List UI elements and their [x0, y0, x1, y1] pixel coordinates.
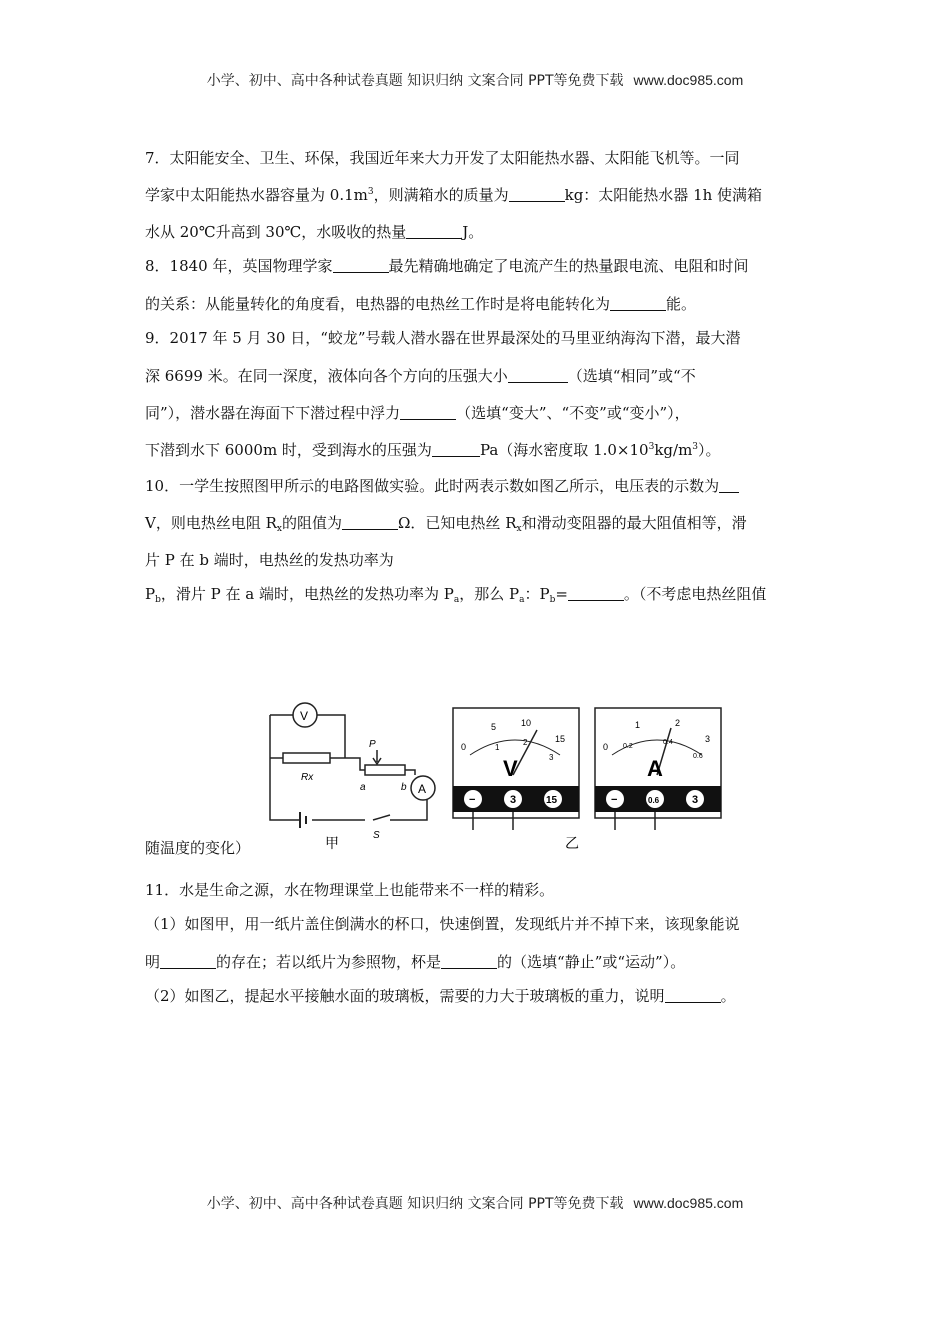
rx-label: Rx — [301, 772, 314, 783]
header-text: 小学、初中、高中各种试卷真题 知识归纳 文案合同 PPT等免费下载 — [206, 73, 624, 89]
page-footer — [0, 1193, 950, 1213]
svg-text:3: 3 — [510, 794, 517, 806]
blank[interactable] — [568, 586, 624, 601]
voltmeter-dial — [453, 708, 579, 830]
q10-line-1: 10．一学生按照图甲所示的电路图做实验。此时两表示数如图乙所示，电压表的示数为 — [145, 476, 825, 496]
q7-line-3: 水从 20℃升高到 30℃，水吸收的热量 J。 — [145, 223, 484, 241]
page-header — [0, 70, 950, 90]
q11-line-1: 11．水是生命之源，水在物理课堂上也能带来不一样的精彩。 — [145, 881, 555, 899]
blank[interactable] — [610, 296, 666, 311]
figure-svg — [265, 700, 735, 855]
q10-line-5: 随温度的变化） — [145, 839, 251, 857]
q10-line-2: V，则电热丝电阻 $R_x$的阻值为 Ω．已知电热丝 $R_x$和滑动变阻器的最大阻值相等，滑 — [145, 514, 747, 534]
q7-line-1: 7．太阳能安全、卫生、环保，我国近年来大力开发了太阳能热水器、太阳能飞机等。一同 — [145, 149, 740, 167]
svg-text:10: 10 — [521, 718, 532, 728]
figure-jia-label: 甲 — [325, 835, 339, 851]
header-site[interactable]: www.doc985.com — [633, 72, 744, 88]
blank[interactable] — [508, 368, 568, 383]
footer-text: 小学、初中、高中各种试卷真题 知识归纳 文案合同 PPT等免费下载 — [206, 1196, 624, 1212]
blank[interactable] — [432, 442, 480, 457]
q8-line-1: 8．1840 年，英国物理学家 最先精确地确定了电流产生的热量跟电流、电阻和时间 — [145, 257, 749, 275]
q8-line-2: 的关系：从能量转化的角度看，电热器的电热丝工作时是将电能转化为 能。 — [145, 295, 697, 313]
svg-text:1: 1 — [635, 720, 641, 730]
svg-text:−: − — [611, 794, 618, 806]
rheostat — [365, 765, 405, 775]
svg-text:−: − — [469, 794, 476, 806]
svg-text:0.4: 0.4 — [663, 739, 673, 746]
svg-text:0.2: 0.2 — [623, 743, 633, 750]
resistor-rx — [283, 753, 330, 763]
q10-line-3: 片 P 在 b 端时，电热丝的发热功率为 — [145, 551, 394, 569]
blank[interactable] — [665, 988, 721, 1003]
svg-text:A: A — [647, 756, 663, 781]
blank[interactable] — [441, 954, 497, 969]
circuit-and-meters-figure — [265, 700, 735, 859]
voltmeter-label: V — [300, 709, 309, 723]
blank[interactable] — [342, 515, 398, 530]
q9-line-3: 同”），潜水器在海面下下潜过程中浮力 （选填“变大”、“不变”或“变小”）， — [145, 404, 690, 422]
svg-text:V: V — [503, 756, 518, 781]
svg-text:2: 2 — [523, 738, 528, 747]
blank[interactable] — [400, 405, 456, 420]
blank[interactable] — [333, 258, 389, 273]
b-label: b — [401, 782, 407, 793]
a-label: a — [360, 782, 366, 793]
svg-text:15: 15 — [555, 734, 566, 744]
svg-text:0: 0 — [603, 742, 609, 752]
p-label: P — [369, 739, 376, 750]
q9-line-4: 下潜到水下 6000m 时，受到海水的压强为 Pa（海水密度取 $1.0\times 10^3kg/m^3$）。 — [145, 441, 721, 459]
ammeter-label: A — [418, 782, 427, 796]
slider-arrow-icon — [373, 750, 381, 764]
svg-text:0.6: 0.6 — [693, 753, 703, 760]
battery-icon — [300, 812, 306, 828]
svg-text:5: 5 — [491, 722, 497, 732]
svg-text:15: 15 — [546, 795, 558, 806]
svg-text:3: 3 — [692, 794, 699, 806]
footer-site[interactable]: www.doc985.com — [633, 1195, 744, 1211]
switch-label: S — [373, 830, 380, 841]
ammeter-dial — [595, 708, 721, 830]
svg-text:3: 3 — [549, 753, 554, 762]
q7-line-2: 学家中太阳能热水器容量为 $0.1m^3$，则满箱水的质量为 kg：太阳能热水器 1h 使满箱 — [145, 186, 763, 204]
svg-text:0.6: 0.6 — [648, 796, 660, 805]
q9-line-1: 9．2017 年 5 月 30 日，“蛟龙”号载人潜水器在世界最深处的马里亚纳海沟下潜，最大潜 — [145, 329, 741, 347]
figure-yi-label: 乙 — [565, 835, 579, 851]
svg-text:2: 2 — [675, 718, 681, 728]
q10-line-4: $P_b$，滑片 P 在 a 端时，电热丝的发热功率为 $P_a$，那么 $P_a$：$P_b=$ 。（不考虑电热丝阻值 — [145, 585, 767, 605]
svg-text:0: 0 — [461, 742, 467, 752]
q11-line-2: （1）如图甲，用一纸片盖住倒满水的杯口，快速倒置，发现纸片并不掉下来，该现象能说 — [145, 915, 740, 933]
svg-text:3: 3 — [705, 734, 711, 744]
q9-line-2: 深 6699 米。在同一深度，液体向各个方向的压强大小 （选填“相同”或“不 — [145, 367, 696, 385]
blank[interactable] — [719, 478, 739, 493]
q11-line-4: （2）如图乙，提起水平接触水面的玻璃板，需要的力大于玻璃板的重力，说明 。 — [145, 987, 736, 1005]
blank[interactable] — [160, 954, 216, 969]
blank[interactable] — [406, 224, 462, 239]
blank[interactable] — [509, 187, 565, 202]
q11-line-3: 明 的存在；若以纸片为参照物，杯是 的（选填“静止”或“运动”）。 — [145, 953, 686, 971]
svg-text:1: 1 — [495, 743, 500, 752]
